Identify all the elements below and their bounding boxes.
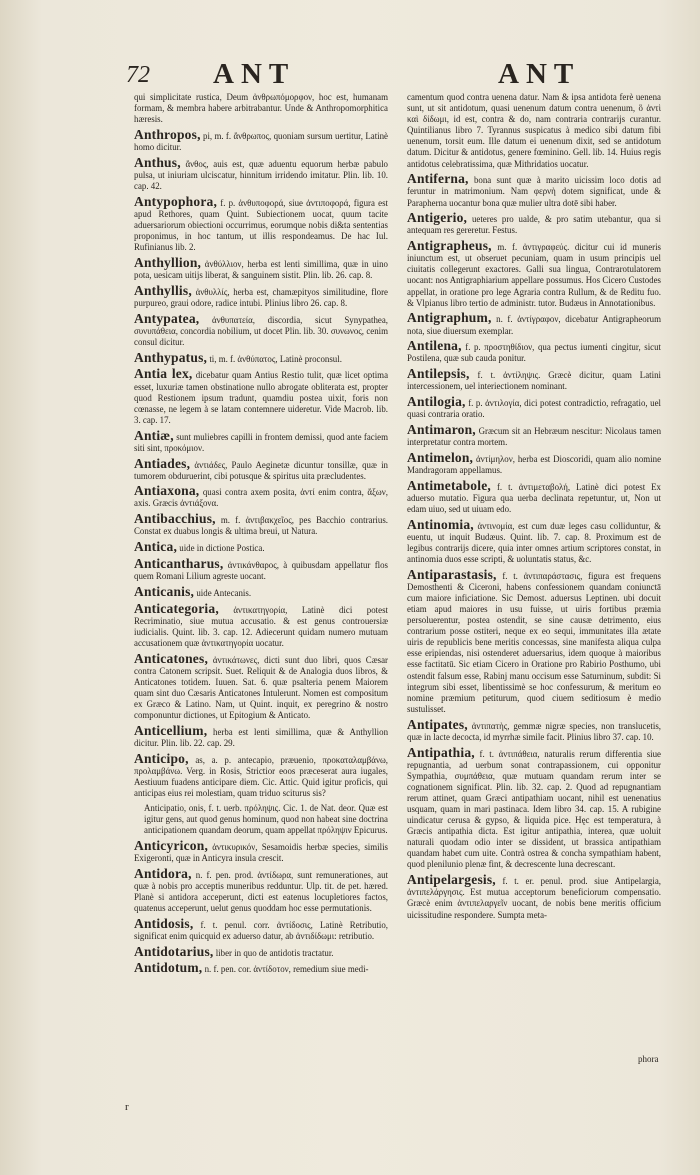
entry-headword: Antipates, [407, 716, 468, 732]
entry-headword: Anthyllis, [134, 282, 192, 298]
dictionary-entry [134, 254, 388, 281]
entry-headword: Anthus, [134, 154, 181, 170]
entry-definition: ti, m. f. ἀνθύπατος, Latinè proconsul. [209, 353, 342, 364]
dictionary-entry [134, 583, 388, 599]
entry-definition: ueteres pro ualde, & pro satim utebantur, qua si antequam res gereretur. Festus. [407, 214, 661, 236]
entry-definition: quasi contra axem posita, ἀντί enim contra, ἄξων, axis. Græcis ἀντιάξονα. [134, 487, 388, 509]
entry-headword: Antipelargesis, [407, 872, 496, 888]
dictionary-entry [407, 240, 661, 309]
entry-headword: Antilepsis, [407, 366, 470, 382]
entry-definition: Anticipatio, onis, f. t. uerb. πρόληψις. Cic. 1. de Nat. deor. Quæ est igitur gens, aut quod genus hominum, quod non habeat sine doctrina anticipationem quandam deorum, quam appellat πρόληψιν Epicurus. [144, 802, 388, 835]
dictionary-entry [134, 650, 388, 722]
entry-definition: bona sunt quæ à marito uicissim loco dotis ad feruntur in matrimonium. Nam φερνὴ dotem significat, unde & Parapherna uocantur bona quæ mulier ultra dotē sibi haber. [407, 175, 661, 208]
dictionary-entry [407, 716, 661, 743]
dictionary-entry [134, 310, 388, 348]
entry-definition: f. p. ἀντιλογία, dici potest contradictio, refragatio, uel quasi contraria oratio. [407, 398, 662, 420]
dictionary-entry [134, 282, 388, 309]
entry-headword: Anticellium, [134, 722, 208, 738]
dictionary-entry [134, 865, 388, 914]
dictionary-entry [134, 837, 388, 864]
dictionary-entry [134, 427, 389, 454]
entry-headword: Anthropos, [134, 126, 201, 142]
dictionary-entry [407, 421, 662, 448]
entry-headword: Antimelon, [407, 449, 474, 465]
dictionary-entry [134, 368, 388, 425]
continuation-text: qui simplicitate rustica, Deum ἀνθρωπόμορφον, hoc est, humanam formam, & membra habere arbitrabantur. Unde & Anthropomorphitica hæresis. [134, 92, 388, 125]
entry-definition: pi, m. f. ἄνθρωπος, quoniam sursum uertitur, Latinè homo dicitur. [134, 130, 388, 153]
entry-headword: Anticanis, [134, 583, 195, 599]
dictionary-entry [407, 449, 662, 476]
dictionary-entry [407, 212, 661, 236]
entry-definition: m. f. ἀντιγραφεύς. dicitur cui id muneris iniunctum est, ut obseruet pecuniam, quam in usum principis uel ciuitatis collegerunt exactores. Galli sua lingua, Contrarotulatorem uocant: nos Antigraphiarium appellare possumus. Hos Cicero Custodes appellat, in oratione pro lege Agraria contra Rullum, & de Reditu fuo. & Vlpianus libro tertio de administr. tutor. Budæus in Annotationibus. [407, 242, 662, 308]
entry-definition: m. f. ἀντιβακχεῖος, pes Bacchio contrarius. Constat ex duabus longis & ultima breui, ut Natura. [134, 515, 389, 537]
entry-definition: ἀντικάνθαρος, à quibusdam appellatur flos quem Romani Lilium agreste uocant. [134, 559, 389, 581]
entry-definition: ἀντικατηγορία, Latinè dici potest Recriminatio, siue mutua accusatio. & est genus controuersiæ iudicialis. Quint. lib. 3. cap. 12. Adiecerunt quidam numero mutuam accusationem quæ ἀντικατηγορία uocatur. [134, 604, 388, 648]
entry-headword: Antiferna, [407, 171, 469, 187]
dictionary-entry [407, 340, 661, 364]
running-head-right: ANT [498, 58, 581, 90]
entry-definition: n. f. ἀντίγραφον, dicebatur Antigrapheorum nota, siue diuersum exemplar. [407, 314, 661, 336]
entry-headword: Antiparastasis, [407, 566, 497, 582]
entry-headword: Antidosis, [134, 915, 194, 931]
dictionary-entry [134, 513, 388, 537]
entry-definition: ἄνθος, auis est, quæ aduentu equorum herbæ pabulo pulsa, ut iniuriam ulciscatur, hinnitum irridendo imitatur. Plin. lib. 10. cap. 42. [134, 158, 388, 192]
continuation-text: camentum quod contra uenena datur. Nam & ipsa antidota ferè uenena sunt, ut sit antidotum, quasi uenenum datum contra uenenum, ὃ ἀντὶ καὶ δίδωμι, id est, contra & do, nam contraria contrarijs curantur. Quintilianus libro 7. Tyrannus suspicatus à medico sibi datum fibi uenenum, torsit eum. Ille datum ei uenenum dixit, sed se antidotum datum. Dicitur & antidotus, genere fœminino. Gell. lib. 14. Huius regis antidotus celebratissima, quæ Mithridatios uocatur. [407, 92, 661, 169]
dictionary-entry [134, 193, 388, 253]
entry-definition: herba est lenti simillima, quæ & Anthyllion dicitur. Plin. lib. 22. cap. 29. [134, 726, 389, 748]
entry-definition: dicebatur quam Antius Restio tulit, quæ licet optima esset, luxuriæ tamen obstinatione nullo abrogate obliterata est, propter quod Restionem ipsum tradunt, quamdiu postea uixit, foris non cœnasse, ne legem à se latam contemnere uideretur. Vide Macrob. lib. 3. cap. 17. [134, 370, 389, 425]
dictionary-entry [134, 126, 388, 153]
entry-headword: Antigrapheus, [407, 238, 492, 254]
entry-definition: ἀντίμηλον, herba est Dioscoridi, quam alio nomine Mandragoram appellamus. [407, 453, 662, 475]
dictionary-entry [134, 555, 389, 582]
entry-definition: ἀντικάτωνες, dicti sunt duo libri, quos Cæsar contra Catonem scripsit. Suet. Reliquit & de Analogia duos libros, & Anticatones totidem. Iuuen. Sat. 6. quæ psalteria penem Maiorem quam sint duo Cæsaris Anticatones Intulerunt. Nomen est compositum ex Græco & Latino. Nam, ut Quint. inquit, ex peregrino & nostro componuntur dictiones, ut Epitogium & Anticato. [134, 654, 388, 721]
entry-definition: f. t. ἀντιμεταβολή, Latinè dici potest Ex aduerso mutatio. Figura qua uerba declinata repetuntur, ut, Non ut edam uiuo, sed ut uiuam edo. [407, 481, 661, 514]
entry-definition: n. f. pen. cor. ἀντίδοτον, remedium siue medi- [204, 964, 369, 975]
entry-definition: f. t. ἀντιπαράστασις, figura est frequens Demosthenti & Ciceroni, habens confessionem quandam coniunctā cum maiore inficiatione. Sic Demost. aduersus Leptinen. ubi docuit etiam apud maiores in usu fuisse, ut uiris fortibus præmia persoluerentur, postea ostendit, se sine causæ detrimento, eius contrarium posse ostiteri, neque ex eo sequi, immunitates illa ætate uiris de republicis bene meritis concessas, sine manifesta aliqua culpa esse eripiendas, nisi ostenderet aduersarius, idem quoque à maioribus esse factitatū. Sic etiam Cicero in Oratione pro Rabirio Posthumo, ubi ostendit falsum esse, Rabinj manu occisum esse Saturninum, subdit: Si integrum sibi esset, libentissimè se hoc confessurum, & meritum eo nomine præmium petiturum, quod ciuem seditiosum è medio sustulisset. [407, 570, 662, 714]
dictionary-entry [134, 915, 388, 942]
dictionary-entry [134, 803, 388, 836]
entry-headword: Antica, [134, 539, 178, 555]
dictionary-entry [407, 477, 661, 515]
dictionary-entry [407, 312, 661, 336]
dictionary-entry [407, 744, 661, 871]
entry-headword: Antinomia, [407, 516, 474, 532]
entry-definition: ἀντικυρικόν, Sesamoidis herbæ species, similis Exigeronti, quæ in Anticyra insula crescit. [134, 841, 388, 863]
dictionary-entry [134, 349, 388, 365]
dictionary-entry [407, 516, 661, 565]
entry-definition: liber in quo de antidotis tractatur. [215, 947, 334, 958]
right-column [407, 92, 661, 924]
entry-headword: Antigraphum, [407, 310, 492, 326]
catchword: phora [638, 1054, 659, 1064]
entry-headword: Anticyricon, [134, 837, 209, 853]
entry-headword: Antiæ, [134, 427, 174, 443]
dictionary-entry [134, 722, 389, 749]
entry-headword: Antypatea, [134, 310, 200, 326]
entry-headword: Anticatones, [134, 650, 209, 666]
dictionary-entry [407, 566, 662, 715]
entry-definition: ἀντινομία, est cum duæ leges casu colliduntur, & euentu, ut inquit Budæus. Quint. lib. 7. cap. 8. Proximum est de legibus contrarijs dicere, quia inter omnes artium scriptores constat, in antinomia duos esse scripti, & uoluntatis status, &c. [407, 520, 661, 564]
dictionary-entry [134, 485, 388, 509]
entry-headword: Antilena, [407, 338, 462, 354]
entry-headword: Antimaron, [407, 421, 476, 437]
dictionary-entry [407, 874, 661, 920]
dictionary-entry [134, 962, 388, 975]
entry-headword: Antipathia, [407, 744, 475, 760]
entry-headword: Antidora, [134, 865, 192, 881]
dictionary-entry [134, 600, 388, 649]
entry-headword: Anticantharus, [134, 555, 224, 571]
entry-definition: uide Antecanis. [196, 587, 252, 598]
entry-definition: Græcum sit an Hebræum nescitur: Nicolaus tamen interpretatur contra mortem. [407, 425, 662, 448]
entry-definition: f. t. ἀντίληψις. Græcè dicitur, quam Latini intercessionem, uel interiectionem nominant. [407, 370, 662, 392]
entry-definition: ἀνθυλλίς, herba est, chamæpityos similitudine, flore purpureo, graui odore, radice intubi. Plinius libro 26. cap. 8. [134, 286, 388, 308]
dictionary-entry [407, 173, 661, 208]
entry-definition: ἀντιάδες, Paulo Aeginetæ dicuntur tonsillæ, quæ in tumorem obduruerint, cibi potusque & spiritus uita præcludentes. [134, 459, 388, 481]
entry-headword: Antidotum, [134, 960, 203, 976]
entry-definition: uide in dictione Postica. [179, 543, 265, 554]
entry-definition: ἀνθυπατεία, discordia, sicut Synypathea, συνυπάθεια, concordia nobilium, ut docet Plin. lib. 30. συνωνος, cenim consul dicitur. [134, 314, 388, 347]
left-column [134, 92, 388, 979]
dictionary-entry [134, 943, 388, 959]
entry-definition: f. t. ἀντιπάθεια, naturalis rerum differentia siue repugnantia, ad uerbum sonat contrapassionem, cui opponitur Sympathia, συμπάθεια, quæ mutuam quandam rerum inter se cognationem significat. Plin. lib. 32. cap. 2. Quod ad repugnantiam rerum attinet, quam Græci antipathiam uocant, nihil est uenenatius usquam, quam in mari pastinaca. Idem libro 34. cap. 15. A rubigine uindicatur cerusa & gypso, & liquida pice. Hęc est temperatura, à Græcis antipathia dicta. Est igitur antipathia, interea, quæ uoluit naturali quodam odio inter se dissident, ut brassica antipathiam quandam habet cum uite. Contrà ostrea & concha sympathiam habent, quod plenilunio plenæ fint, & decrescente luna decrescant. [407, 748, 661, 870]
entry-definition: sunt muliebres capilli in frontem demissi, quod ante faciem siti sint, προκόμιον. [134, 431, 389, 453]
entry-headword: Antidotarius, [134, 943, 214, 959]
running-head-left: ANT [213, 58, 296, 90]
dictionary-entry [134, 154, 388, 192]
entry-headword: Antimetabole, [407, 477, 491, 493]
dictionary-entry [134, 455, 388, 482]
dictionary-entry [134, 750, 389, 799]
dictionary-entry [407, 368, 661, 392]
entry-definition: f. t. penul. corr. ἀντίδοσις, Latinè Retributio, significat enim quicquid ex aduerso datur, ab ἀντιδίδωμι: retributio. [134, 919, 388, 941]
entry-headword: Antypophora, [134, 193, 218, 209]
entry-headword: Antibacchius, [134, 511, 216, 527]
entry-definition: as, a. p. antecapio, præuenio, προκαταλαμβάνω, προλαμβάνω. Verg. in Rosis, Strictior eoos præceserat aura iugales, Aestiuum fuadens anticipare diem. Cic. Attic. Quid igitur proficis, qui anticipas eius rei molestiam, quam triduo sciturus sis? [134, 754, 389, 799]
entry-definition: f. p. προστηθίδιον, qua pectus iumenti cingitur, sicut Postilena, quæ sub cauda ponitur. [407, 342, 661, 364]
entry-headword: Anticategoria, [134, 600, 219, 616]
entry-headword: Antia lex, [134, 366, 193, 382]
entry-headword: Anticipo, [134, 750, 189, 766]
entry-definition: n. f. pen. prod. ἀντίδωρα, sunt remunerationes, aut quæ à nobis pro acceptis muneribus redduntur. Ulp. tit. de pet. hæred. Planè si antidora acceperunt, dicti est eatenus locupletiores factos, quatenus acceperunt, uelut genus quoddam hoc esse permutationis. [134, 869, 388, 913]
entry-headword: Antilogia, [407, 394, 466, 410]
signature-mark: r [125, 1101, 129, 1113]
entry-headword: Antigerio, [407, 210, 468, 226]
entry-headword: Antiaxona, [134, 483, 200, 499]
dictionary-entry [134, 541, 388, 554]
entry-definition: ἀνθύλλιον, herba est lenti simillima, quæ in uino pota, uesicam uitijs liberat, & sanguinem sistit. Plin. lib. 26. cap. 8. [134, 258, 388, 281]
entry-definition: f. t. er. penul. prod. siue Antipelargia, ἀντιπελάργησις. Est mutua acceptorum beneficiorum compensatio. Græcè enim ἀντιπελαργεῖν uocant, de nobis bene meritis officium uicissitudine respondere. Sumpta meta- [407, 876, 661, 920]
entry-definition: f. p. ἀνθυποφορά, siue ἀντιποφορά, figura est apud Rethores, quam Quint. Subiectionem uocat, quum tacite aduersariorum obiectioni occurrimus, eorumque nobis di&ta sententias proponimus, in hoc tantum, ut illis respondeamus. De hac Iul. Rufinianus lib. 2. [134, 197, 388, 253]
entry-headword: Antiades, [134, 455, 191, 471]
page-number: 72 [126, 62, 150, 88]
entry-headword: Anthyllion, [134, 254, 202, 270]
dictionary-entry [407, 396, 661, 420]
entry-definition: ἀντιπατὴς, gemmæ nigræ species, non translucetis, quæ in lacte decocta, id myrrhæ simile facit. Plinius libro 37. cap. 10. [407, 720, 661, 742]
entry-headword: Anthypatus, [134, 349, 208, 365]
